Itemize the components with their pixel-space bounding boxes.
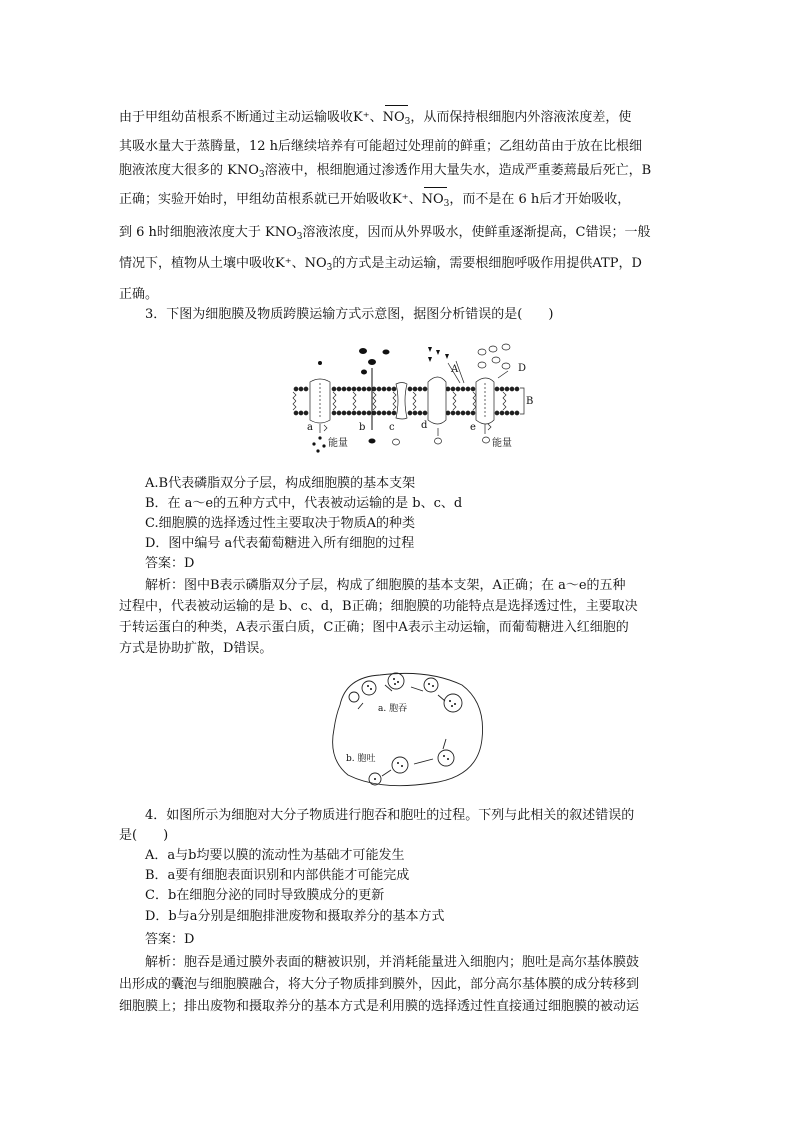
q4-analysis-line3: 细胞膜上；排出废物和摄取养分的基本方式是利用膜的选择透过性直接通过细胞膜的被动运 <box>119 999 640 1014</box>
label-e: e <box>470 422 476 433</box>
label-A: A <box>451 364 459 375</box>
label-B: B <box>526 396 534 407</box>
label-endocytosis: a. 胞吞 <box>378 704 408 714</box>
label-b: b <box>359 422 366 433</box>
q3-analysis-line3: 于转运蛋白的种类，A表示蛋白质，C正确；图中A表示主动运输，而葡萄糖进入红细胞的 <box>119 620 629 635</box>
q4-stem-line2: 是( ) <box>119 828 169 843</box>
label-d: d <box>421 420 428 431</box>
q4-option-c: C．b在细胞分泌的同时导致膜成分的更新 <box>145 888 385 903</box>
para1-line3: 胞液浓度大很多的 $KNO_3$溶液中，根细胞通过渗透作用大量失水，造成严重萎蔫最后死亡，B <box>119 163 652 180</box>
label-c: c <box>389 422 395 433</box>
q4-option-b: B．a要有细胞表面识别和内部供能才可能完成 <box>145 868 410 883</box>
para1-line6: 情况下，植物从土壤中吸收K⁺、$NO_3$的方式是主动运输，需要根细胞呼吸作用提供ATP，D <box>119 256 642 273</box>
q4-answer: 答案：D <box>145 932 195 947</box>
label-D: D <box>518 363 527 374</box>
q3-option-b: B．在 a～e的五种方式中，代表被动运输的是 b、c、d <box>145 496 463 511</box>
q4-option-a: A．a与b均要以膜的流动性为基础才可能发生 <box>145 848 405 863</box>
para1-line5: 到 6 h时细胞液浓度大于 $KNO_3$溶液浓度，因而从外界吸水，使鲜重逐渐提高，C错误；一般 <box>119 225 651 242</box>
q3-option-c: C.细胞膜的选择透过性主要取决于物质A的种类 <box>145 516 416 531</box>
endocytosis-exocytosis-diagram <box>328 667 488 792</box>
carrier-protein-d <box>428 377 446 424</box>
q3-analysis-line2: 过程中，代表被动运输的是 b、c、d，B正确；细胞膜的功能特点是选择透过性，主要取决 <box>119 599 638 614</box>
para1-line2: 其吸水量大于蒸腾量，12 h后继续培养有可能超过处理前的鲜重；乙组幼苗由于放在比根细 <box>119 139 643 154</box>
para1-line1: 由于甲组幼苗根系不断通过主动运输吸收K⁺、$NO_3$，从而保持根细胞内外溶液浓度差，使 <box>119 110 632 127</box>
para1-line7: 正确。 <box>119 287 159 302</box>
q4-stem-line1: 4．如图所示为细胞对大分子物质进行胞吞和胞吐的过程。下列与此相关的叙述错误的 <box>145 808 635 823</box>
nitrate-ion: $NO_3$ <box>421 192 450 209</box>
q4-analysis-line2: 出形成的囊泡与细胞膜融合，将大分子物质排到膜外，因此，部分高尔基体膜的成分转移到 <box>119 977 640 992</box>
q3-answer: 答案：D <box>145 556 195 571</box>
nitrate-ion: $NO_3$ <box>382 110 411 127</box>
label-exocytosis: b. 胞吐 <box>346 754 376 764</box>
channel-protein-c <box>396 383 407 420</box>
label-a: a <box>307 422 313 433</box>
q3-analysis-line1: 解析：图中B表示磷脂双分子层，构成了细胞膜的基本支架，A正确；在 a～e的五种 <box>145 578 626 593</box>
q3-option-a: A.B代表磷脂双分子层，构成细胞膜的基本支架 <box>145 476 416 491</box>
q3-analysis-line4: 方式是协助扩散，D错误。 <box>119 641 273 656</box>
membrane-transport-diagram <box>288 338 538 456</box>
q3-option-d: D．图中编号 a代表葡萄糖进入所有细胞的过程 <box>145 536 415 551</box>
q3-stem: 3．下图为细胞膜及物质跨膜运输方式示意图，据图分析错误的是( ) <box>145 307 554 322</box>
label-energy-2: 能量 <box>492 438 512 449</box>
q4-analysis-line1: 解析：胞吞是通过膜外表面的糖被识别，并消耗能量进入细胞内；胞吐是高尔基体膜鼓 <box>145 955 640 970</box>
q4-option-d: D．b与a分别是细胞排泄废物和摄取养分的基本方式 <box>145 909 445 924</box>
cell-outline <box>333 673 483 785</box>
para1-line4: 正确；实验开始时，甲组幼苗根系就已开始吸收K⁺、$NO_3$，而不是在 6 h后才开始吸收， <box>119 192 631 209</box>
label-energy-1: 能量 <box>328 438 348 449</box>
